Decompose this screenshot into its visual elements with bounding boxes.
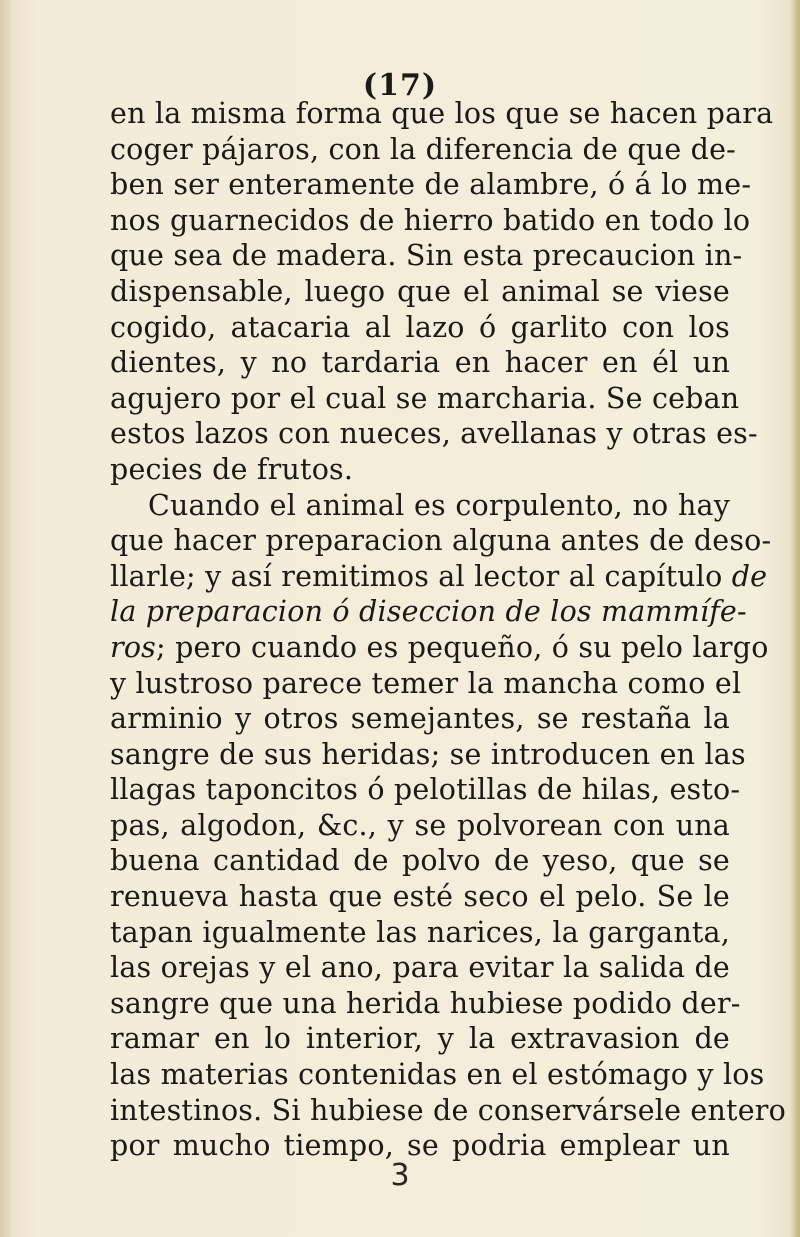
text-line: nos guarnecidos de hierro batido en todo lo	[110, 203, 751, 237]
text-line: agujero por el cual se marcharia. Se ceban	[110, 381, 740, 415]
text-line: arminio y otros semejantes, se restaña la	[110, 702, 730, 736]
text-line: ramar en lo interior, y la extravasion de	[110, 1022, 730, 1056]
text-line: las materias contenidas en el estómago y los	[110, 1058, 765, 1092]
text-line: buena cantidad de polvo de yeso, que se	[110, 844, 730, 878]
text-line: renueva hasta que esté seco el pelo. Se le	[110, 880, 730, 914]
italic-chapter-title: la preparacion ó diseccion de los mammífe-	[110, 595, 747, 629]
text-line: sangre que una herida hubiese podido der-	[110, 986, 741, 1020]
text-line-rest: ; pero cuando es pequeño, ó su pelo largo	[156, 630, 769, 664]
text-line: dientes, y no tardaria en hacer en él un	[110, 346, 730, 380]
text-line: sangre de sus heridas; se introducen en las	[110, 737, 746, 771]
text-line: Cuando el animal es corpulento, no hay	[148, 488, 730, 522]
text-line: pecies de frutos.	[110, 452, 354, 486]
text-line: pas, algodon, &c., y se polvorean con una	[110, 808, 730, 842]
text-line: tapan igualmente las narices, la garganta,	[110, 915, 730, 949]
text-line: que sea de madera. Sin esta precaucion in-	[110, 239, 743, 273]
text-line: las orejas y el ano, para evitar la salida de	[110, 951, 730, 985]
text-line: ben ser enteramente de alambre, ó á lo me-	[110, 168, 752, 202]
page-number: (17)	[362, 68, 438, 103]
text-line	[110, 630, 769, 666]
text-line: coger pájaros, con la diferencia de que de-	[110, 132, 736, 166]
text-line: dispensable, luego que el animal se viese	[110, 274, 730, 308]
italic-chapter-title-end: ros	[110, 630, 157, 664]
text-line: por mucho tiempo, se podria emplear un	[110, 1129, 730, 1163]
text-line	[110, 594, 747, 630]
text-line-content: llarle; y así remitimos al lector al capítulo	[110, 559, 723, 593]
body-text	[110, 96, 786, 1164]
text-line: cogido, atacaria al lazo ó garlito con los	[110, 310, 730, 344]
text-line: intestinos. Si hubiese de conservársele entero	[110, 1093, 786, 1127]
text-line: llagas taponcitos ó pelotillas de hilas, esto-	[110, 773, 741, 807]
signature-mark: 3	[390, 1158, 410, 1193]
text-line	[110, 559, 768, 595]
page-edge	[790, 0, 800, 1237]
text-line: que hacer preparacion alguna antes de deso-	[110, 524, 772, 558]
text-line: en la misma forma que los que se hacen para	[110, 97, 774, 130]
text-line: estos lazos con nueces, avellanas y otras es-	[110, 417, 758, 451]
gutter-shadow	[0, 0, 14, 1237]
text-line: y lustroso parece temer la mancha como el	[110, 666, 742, 700]
italic-word: de	[731, 559, 768, 593]
